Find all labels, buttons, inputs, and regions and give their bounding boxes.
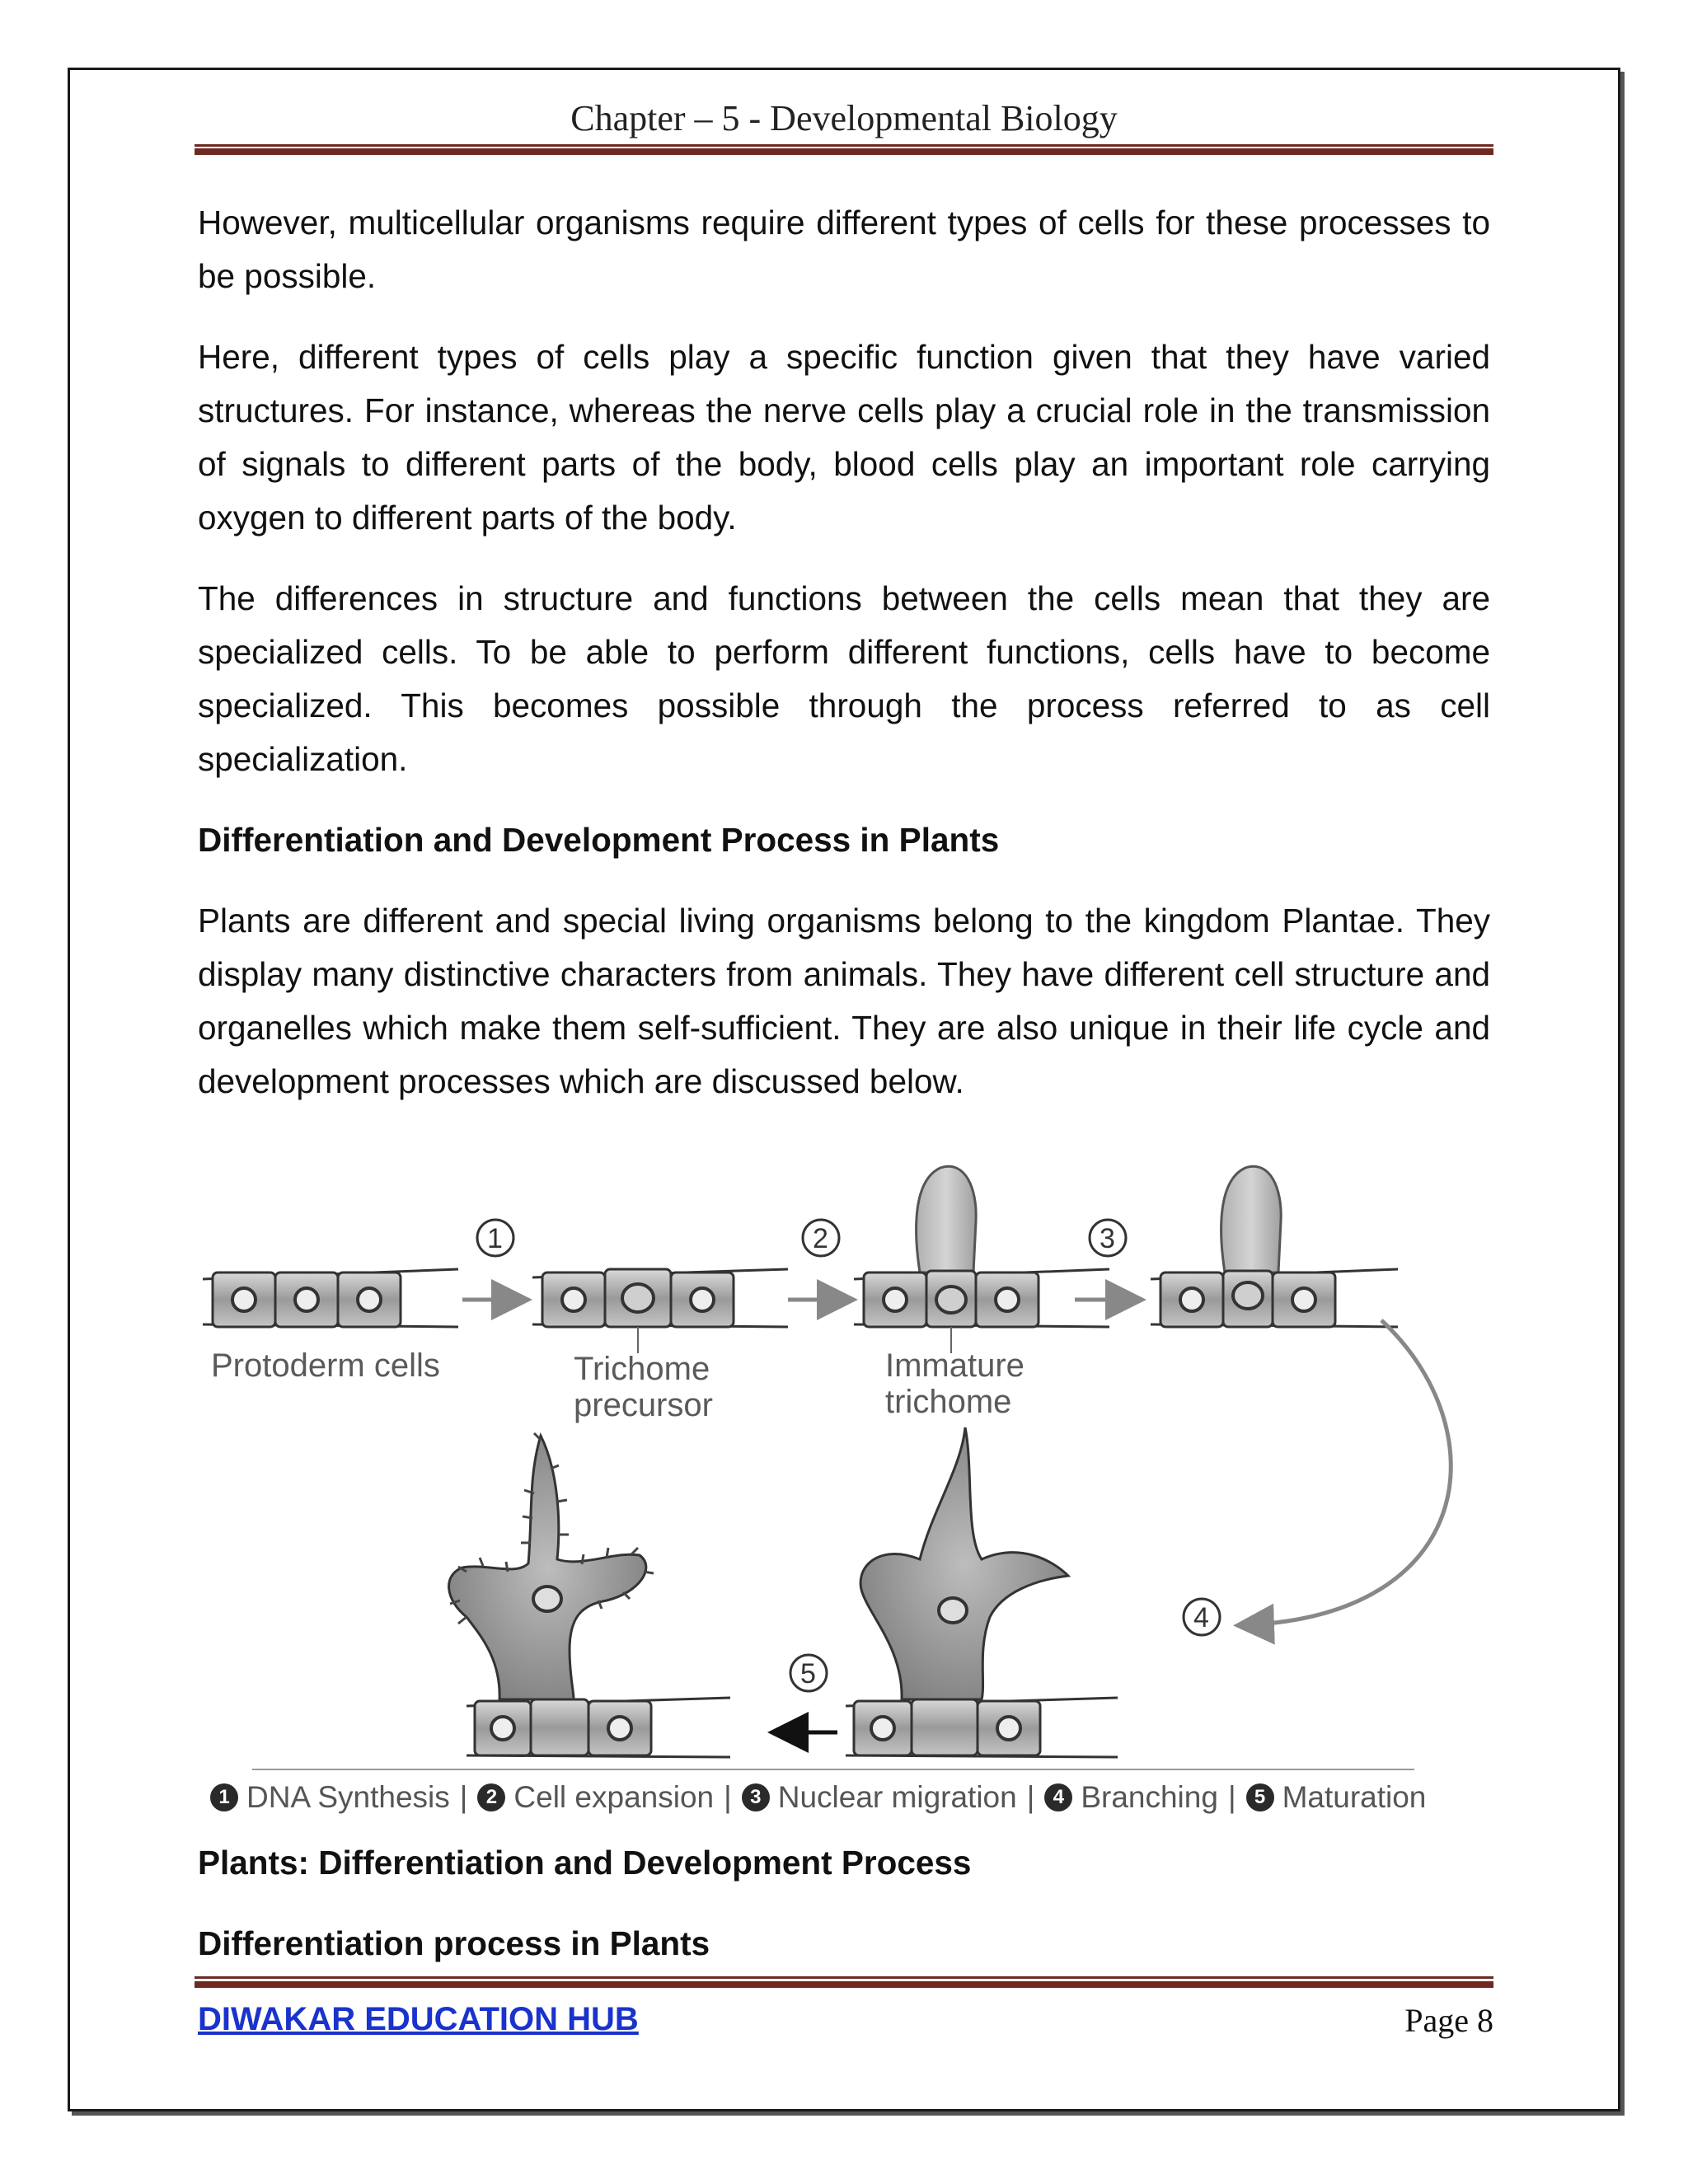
header-rule [195, 148, 1493, 155]
step-3-marker [1090, 1220, 1126, 1256]
protoderm-cells-group [203, 1269, 458, 1384]
body-text-top [198, 196, 1490, 1136]
legend-num-3: 3 [742, 1783, 770, 1811]
legend-num-4: 4 [1044, 1783, 1072, 1811]
paragraph-2: Here, different types of cells play a specific function given that they have varied structures. For instance, whereas the nerve cells play a crucial role in the transmission of signals to different parts of the body, blood cells play an important role carrying oxygen to different parts of the body. [198, 338, 1490, 537]
step-1-marker [477, 1220, 513, 1256]
legend-sep: | [459, 1780, 468, 1814]
legend-label-4: Branching [1081, 1780, 1218, 1814]
trichome-diagram [195, 1155, 1480, 1831]
legend-num-2: 2 [477, 1783, 505, 1811]
arrow-step-4 [1241, 1320, 1451, 1625]
page-header-title: Chapter – 5 - Developmental Biology [570, 98, 1118, 138]
step-4-marker [1184, 1599, 1220, 1635]
trichome-precursor-group [532, 1269, 788, 1423]
legend-label-5: Maturation [1282, 1780, 1427, 1814]
header-rule-thin [195, 144, 1493, 147]
section-heading-differentiation: Differentiation process in Plants [198, 1924, 710, 1962]
legend-sep: | [724, 1780, 732, 1814]
label-immature-line1: Immature [885, 1347, 1025, 1384]
step-2-marker [803, 1220, 839, 1256]
label-protoderm-cells: Protoderm cells [211, 1347, 440, 1384]
footer-rule [195, 1981, 1493, 1988]
legend-num-1: 1 [210, 1783, 238, 1811]
svg-text:5: 5 [800, 1658, 816, 1690]
footer-brand-link[interactable]: DIWAKAR EDUCATION HUB [198, 2001, 639, 2037]
legend-label-1: DNA Synthesis [246, 1780, 450, 1814]
section-heading-plants: Differentiation and Development Process in Plants [198, 821, 1000, 859]
immature-trichome-group [854, 1166, 1109, 1420]
svg-text:3: 3 [1100, 1223, 1115, 1254]
figure-legend [210, 1780, 1479, 1815]
label-trichome-line1: Trichome [574, 1351, 710, 1387]
svg-text:2: 2 [813, 1223, 828, 1254]
trichome-development-figure [195, 1155, 1480, 1831]
nuclear-migration-group [1151, 1166, 1398, 1327]
legend-num-5: 5 [1246, 1783, 1274, 1811]
legend-sep: | [1227, 1780, 1236, 1814]
svg-text:1: 1 [487, 1223, 503, 1254]
svg-text:4: 4 [1193, 1602, 1209, 1633]
label-trichome-line2: precursor [574, 1387, 713, 1423]
mature-trichome-group [449, 1433, 730, 1757]
footer-page-number: Page 8 [1404, 2002, 1493, 2039]
footer-rule-thin [195, 1976, 1493, 1979]
branching-trichome-group [846, 1427, 1118, 1757]
label-immature-line2: trichome [885, 1384, 1012, 1420]
figure-caption: Plants: Differentiation and Development Process [198, 1844, 972, 1882]
legend-label-2: Cell expansion [513, 1780, 715, 1814]
paragraph-3: The differences in structure and functions between the cells mean that they are specialized cells. To be able to perform different functions, cells have to become specialized. This becomes possible through the process referred to as cell specialization. [198, 579, 1490, 778]
legend-sep: | [1026, 1780, 1035, 1814]
paragraph-4: Plants are different and special living organisms belong to the kingdom Plantae. They display many distinctive characters from animals. They have different cell structure and organelles which make them self-sufficient. They are also unique in their life cycle and development processes which are discussed below. [198, 902, 1490, 1100]
paragraph-1: However, multicellular organisms require different types of cells for these processes to be possible. [198, 204, 1490, 295]
step-5-marker [790, 1655, 827, 1691]
body-text-bottom [198, 1836, 1490, 1998]
legend-label-3: Nuclear migration [777, 1780, 1017, 1814]
